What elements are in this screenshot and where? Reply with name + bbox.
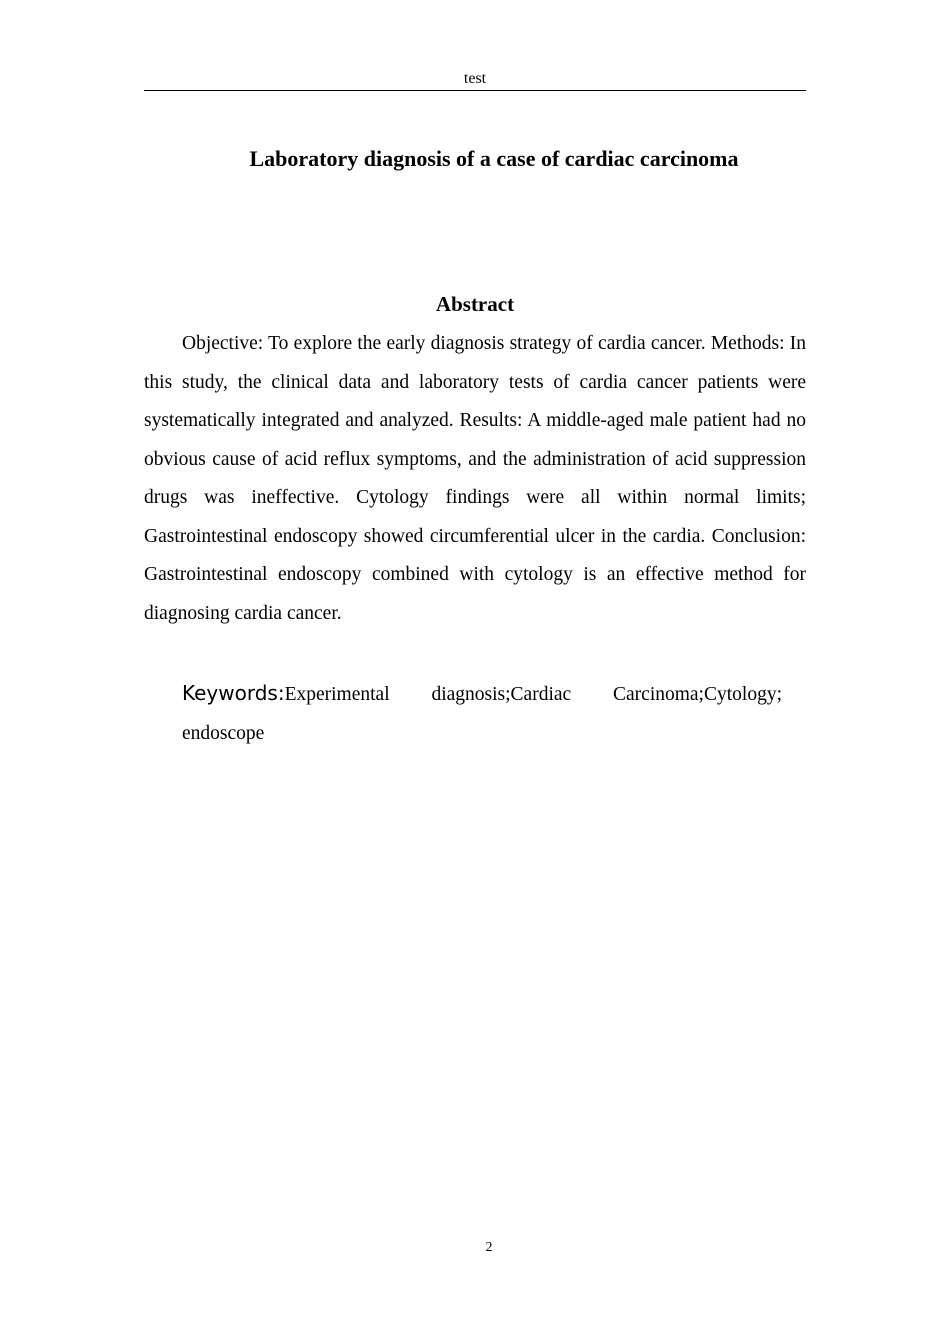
header-rule [144, 90, 806, 91]
abstract-body: Objective: To explore the early diagnosis strategy of cardia cancer. Methods: In this study, the clinical data and laboratory tests of cardia cancer patients were systematically integrated and analyzed. Results: A middle-aged male patient had no obvious cause of acid reflux symptoms, and the administration of acid suppression drugs was ineffective. Cytology findings were all within normal limits; Gastrointestinal endoscopy showed circumferential ulcer in the cardia. Conclusion: Gastrointestinal endoscopy combined with cytology is an effective method for diagnosing cardia cancer. [144, 333, 806, 624]
keywords-label: Keywords: [182, 681, 285, 705]
paper-title: Laboratory diagnosis of a case of cardiac carcinoma [249, 146, 739, 171]
keywords-text: Experimental diagnosis;Cardiac Carcinoma;Cytology; endoscope [182, 684, 782, 744]
abstract-heading: Abstract [435, 292, 515, 316]
page-number: 2 [485, 1240, 493, 1255]
running-header: test [463, 70, 487, 87]
keywords-paragraph [182, 674, 782, 753]
